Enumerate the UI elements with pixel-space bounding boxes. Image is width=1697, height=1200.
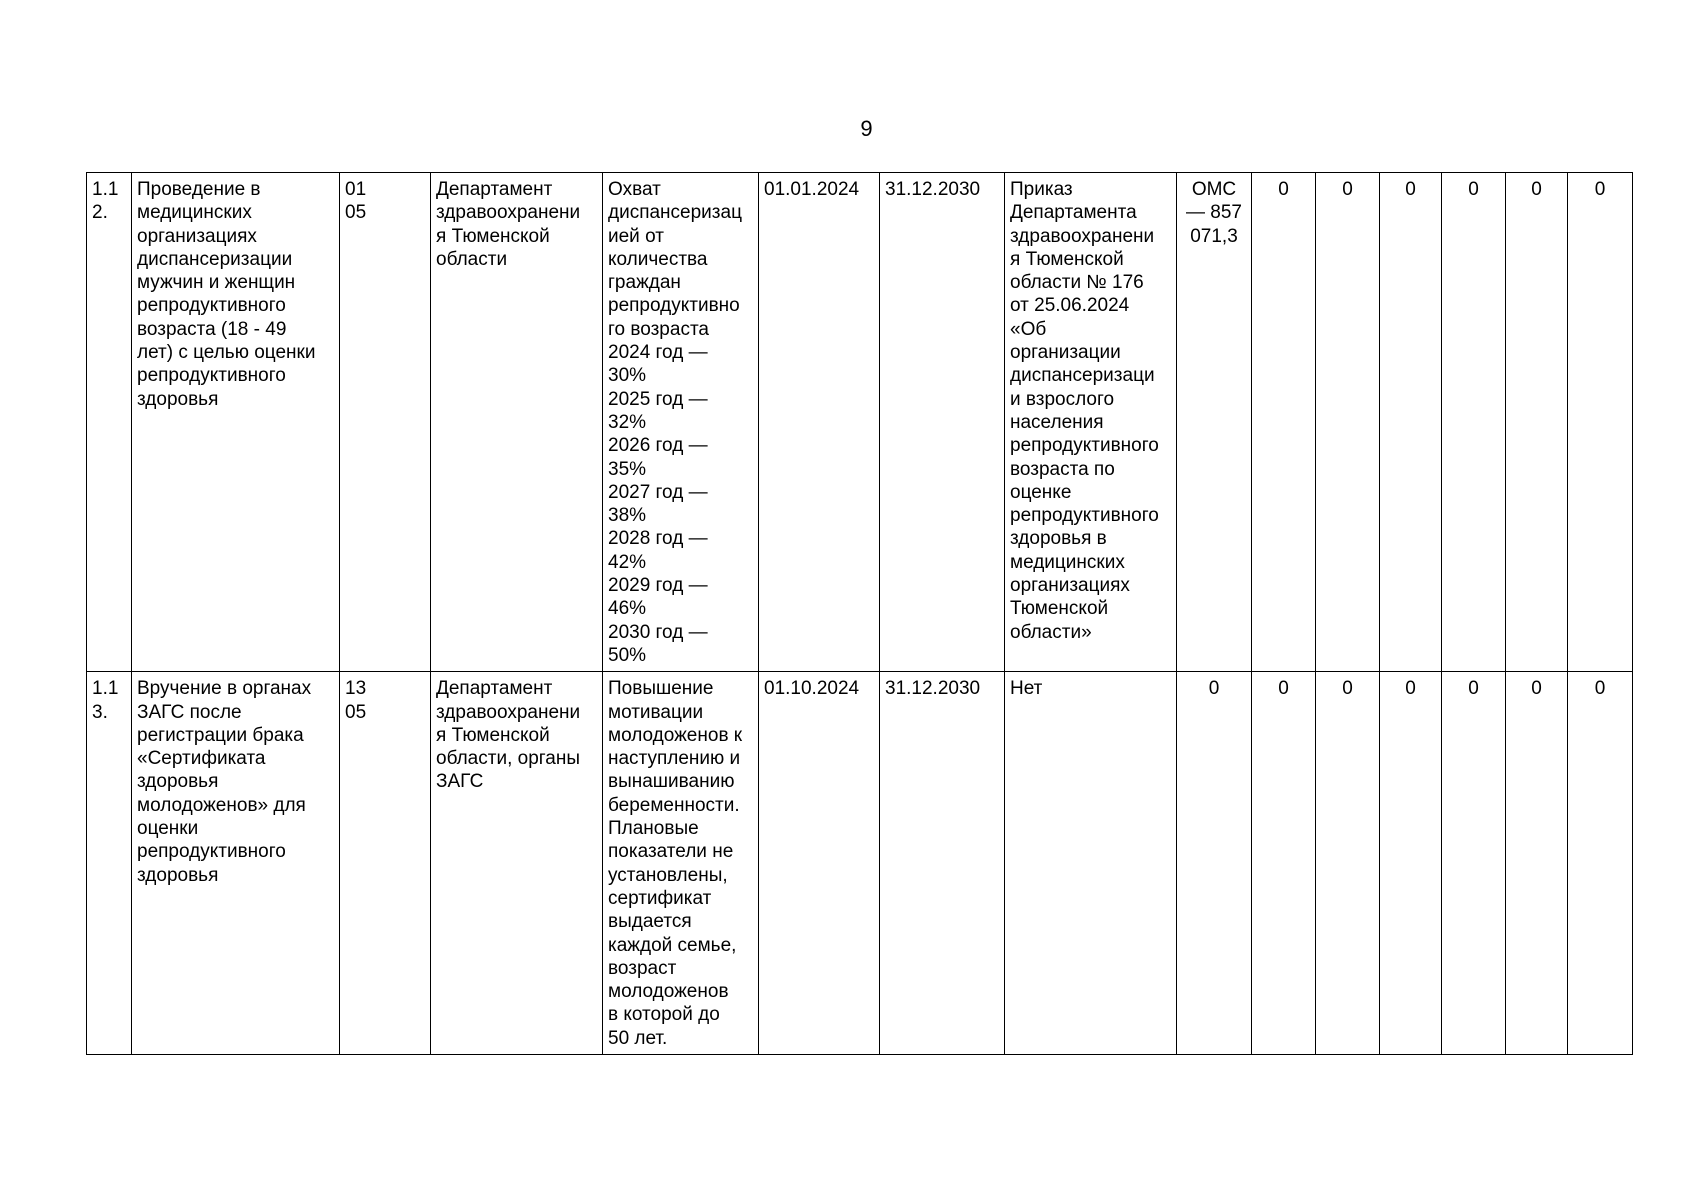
cell-number-line: 1.1 bbox=[92, 678, 119, 700]
cell-value bbox=[1568, 173, 1633, 672]
cell-executor bbox=[431, 173, 603, 672]
cell-document-line: репродуктивного bbox=[1010, 505, 1159, 527]
cell-value-line: 0 bbox=[1278, 678, 1289, 700]
cell-value-line: 0 bbox=[1531, 678, 1542, 700]
cell-measure-name-line: «Сертификата bbox=[137, 748, 266, 770]
cell-measure-name-line: репродуктивного bbox=[137, 295, 286, 317]
cell-value bbox=[1506, 173, 1568, 672]
cell-executor-line: ЗАГС bbox=[436, 771, 484, 793]
cell-indicator-line: 2027 год — bbox=[608, 481, 708, 503]
cell-value bbox=[1316, 672, 1380, 1055]
cell-measure-name-line: диспансеризации bbox=[137, 248, 293, 270]
cell-indicator-line: вынашиванию bbox=[608, 771, 735, 793]
cell-document-line: возраста по bbox=[1010, 458, 1115, 480]
cell-value-line: 0 bbox=[1405, 678, 1416, 700]
cell-indicator-line: сертификат bbox=[608, 887, 712, 909]
cell-executor-line: здравоохранени bbox=[436, 701, 581, 723]
cell-document-line: от 25.06.2024 bbox=[1010, 295, 1130, 317]
measures-table bbox=[86, 172, 1633, 1055]
cell-end-date-line: 31.12.2030 bbox=[885, 179, 981, 200]
cell-indicator-line: 35% bbox=[608, 458, 647, 480]
cell-financing-line: — 857 bbox=[1186, 202, 1242, 224]
cell-financing bbox=[1177, 173, 1252, 672]
cell-value bbox=[1316, 173, 1380, 672]
cell-end-date bbox=[880, 173, 1005, 672]
cell-start-date bbox=[759, 173, 880, 672]
cell-measure-name bbox=[132, 672, 340, 1055]
cell-measure-name-line: медицинских bbox=[137, 202, 252, 224]
cell-executor-line: Департамент bbox=[436, 179, 553, 200]
cell-measure-name-line: здоровья bbox=[137, 771, 219, 793]
cell-value-line: 0 bbox=[1278, 179, 1289, 200]
cell-document-line: области» bbox=[1010, 621, 1092, 643]
cell-indicator-line: 2030 год — bbox=[608, 621, 708, 643]
cell-indicator-line: 2025 год — bbox=[608, 388, 708, 410]
cell-document-line: Приказ bbox=[1010, 179, 1073, 200]
cell-value bbox=[1442, 672, 1506, 1055]
cell-indicator-line: граждан bbox=[608, 272, 681, 294]
cell-executor-line: области bbox=[436, 248, 508, 270]
cell-indicator-line: 38% bbox=[608, 505, 647, 527]
cell-indicator-line: показатели не bbox=[608, 841, 734, 863]
cell-document-line: репродуктивного bbox=[1010, 435, 1159, 457]
cell-executor-line: области, органы bbox=[436, 748, 580, 770]
cell-start-date-line: 01.10.2024 bbox=[764, 678, 860, 700]
cell-document-line: «Об bbox=[1010, 318, 1047, 340]
cell-code-line: 01 bbox=[345, 179, 367, 200]
cell-measure-name-line: возраста (18 - 49 bbox=[137, 318, 287, 340]
cell-indicator bbox=[603, 173, 759, 672]
cell-document-line: здоровья в bbox=[1010, 528, 1107, 550]
cell-indicator-line: 2024 год — bbox=[608, 342, 708, 364]
cell-measure-name-line: Вручение в органах bbox=[137, 678, 312, 700]
cell-executor-line: я Тюменской bbox=[436, 225, 550, 247]
cell-value bbox=[1380, 672, 1442, 1055]
cell-value-line: 0 bbox=[1531, 179, 1542, 200]
cell-indicator-line: мотивации bbox=[608, 701, 704, 723]
cell-indicator-line: 42% bbox=[608, 551, 647, 573]
cell-indicator-line: Охват bbox=[608, 179, 661, 200]
cell-document-line: Нет bbox=[1010, 678, 1043, 700]
table-row bbox=[87, 173, 1633, 672]
cell-document-line: населения bbox=[1010, 411, 1104, 433]
cell-document-line: Департамента bbox=[1010, 202, 1137, 224]
cell-document bbox=[1005, 173, 1177, 672]
cell-value-line: 0 bbox=[1405, 179, 1416, 200]
cell-value bbox=[1252, 672, 1316, 1055]
cell-start-date-line: 01.01.2024 bbox=[764, 179, 860, 200]
cell-value bbox=[1568, 672, 1633, 1055]
cell-number-line: 3. bbox=[92, 701, 108, 723]
cell-measure-name-line: регистрации брака bbox=[137, 724, 304, 746]
cell-start-date bbox=[759, 672, 880, 1055]
cell-measure-name-line: репродуктивного bbox=[137, 841, 286, 863]
cell-indicator-line: Повышение bbox=[608, 678, 714, 700]
cell-number bbox=[87, 173, 132, 672]
cell-indicator-line: каждой семье, bbox=[608, 934, 737, 956]
cell-measure-name-line: молодоженов» для bbox=[137, 794, 306, 816]
cell-indicator-line: 2026 год — bbox=[608, 435, 708, 457]
cell-code bbox=[340, 173, 431, 672]
cell-value-line: 0 bbox=[1468, 678, 1479, 700]
cell-indicator-line: 32% bbox=[608, 411, 647, 433]
cell-value bbox=[1506, 672, 1568, 1055]
cell-measure-name-line: Проведение в bbox=[137, 179, 261, 200]
cell-code bbox=[340, 672, 431, 1055]
cell-document bbox=[1005, 672, 1177, 1055]
cell-indicator-line: количества bbox=[608, 248, 708, 270]
cell-document-line: я Тюменской bbox=[1010, 248, 1124, 270]
cell-indicator-line: в которой до bbox=[608, 1004, 720, 1026]
cell-document-line: Тюменской bbox=[1010, 598, 1109, 620]
page-number: 9 bbox=[860, 116, 873, 141]
cell-measure-name-line: мужчин и женщин bbox=[137, 272, 296, 294]
cell-document-line: оценке bbox=[1010, 481, 1072, 503]
cell-indicator-line: 50 лет. bbox=[608, 1027, 668, 1049]
cell-measure-name bbox=[132, 173, 340, 672]
cell-number-line: 2. bbox=[92, 202, 108, 224]
cell-financing-line: 0 bbox=[1208, 678, 1220, 700]
cell-indicator-line: беременности. bbox=[608, 794, 740, 816]
cell-indicator bbox=[603, 672, 759, 1055]
cell-indicator-line: молодоженов к bbox=[608, 724, 743, 746]
cell-indicator-line: репродуктивно bbox=[608, 295, 740, 317]
cell-end-date bbox=[880, 672, 1005, 1055]
cell-executor-line: я Тюменской bbox=[436, 724, 550, 746]
cell-value-line: 0 bbox=[1342, 179, 1353, 200]
cell-document-line: здравоохранени bbox=[1010, 225, 1155, 247]
cell-document-line: медицинских bbox=[1010, 551, 1125, 573]
cell-measure-name-line: лет) с целью оценки bbox=[137, 342, 316, 364]
cell-indicator-line: 46% bbox=[608, 598, 647, 620]
cell-indicator-line: выдается bbox=[608, 911, 692, 933]
cell-indicator-line: наступлению и bbox=[608, 748, 741, 770]
cell-end-date-line: 31.12.2030 bbox=[885, 678, 981, 700]
cell-indicator-line: возраст bbox=[608, 957, 677, 979]
cell-measure-name-line: организациях bbox=[137, 225, 257, 247]
cell-measure-name-line: репродуктивного bbox=[137, 365, 286, 387]
cell-indicator-line: 2028 год — bbox=[608, 528, 708, 550]
cell-document-line: и взрослого bbox=[1010, 388, 1115, 410]
cell-measure-name-line: ЗАГС после bbox=[137, 701, 242, 723]
cell-indicator-line: 50% bbox=[608, 644, 647, 666]
cell-value-line: 0 bbox=[1594, 678, 1606, 700]
cell-value-line: 0 bbox=[1342, 678, 1353, 700]
cell-code-line: 05 bbox=[345, 202, 367, 224]
cell-indicator-line: диспансеризац bbox=[608, 202, 742, 224]
cell-indicator-line: молодоженов bbox=[608, 981, 729, 1003]
cell-financing-line: 071,3 bbox=[1190, 225, 1238, 247]
cell-indicator-line: го возраста bbox=[608, 318, 709, 340]
cell-measure-name-line: здоровья bbox=[137, 388, 219, 410]
cell-indicator-line: установлены, bbox=[608, 864, 728, 886]
cell-indicator-line: Плановые bbox=[608, 818, 699, 840]
cell-executor bbox=[431, 672, 603, 1055]
cell-value-line: 0 bbox=[1594, 179, 1606, 200]
cell-code-line: 13 bbox=[345, 678, 367, 700]
cell-executor-line: здравоохранени bbox=[436, 202, 581, 224]
cell-value bbox=[1380, 173, 1442, 672]
cell-indicator-line: ией от bbox=[608, 225, 664, 247]
cell-indicator-line: 2029 год — bbox=[608, 575, 708, 597]
cell-measure-name-line: здоровья bbox=[137, 864, 219, 886]
cell-document-line: области № 176 bbox=[1010, 272, 1144, 294]
cell-document-line: организации bbox=[1010, 342, 1121, 364]
cell-measure-name-line: оценки bbox=[137, 818, 199, 840]
cell-financing bbox=[1177, 672, 1252, 1055]
cell-indicator-line: 30% bbox=[608, 365, 647, 387]
cell-number-line: 1.1 bbox=[92, 179, 119, 200]
cell-document-line: организациях bbox=[1010, 575, 1130, 597]
cell-value bbox=[1442, 173, 1506, 672]
cell-executor-line: Департамент bbox=[436, 678, 553, 700]
cell-value-line: 0 bbox=[1468, 179, 1479, 200]
cell-value bbox=[1252, 173, 1316, 672]
cell-number bbox=[87, 672, 132, 1055]
table-row bbox=[87, 672, 1633, 1055]
cell-financing-line: ОМС bbox=[1191, 179, 1237, 200]
cell-document-line: диспансеризаци bbox=[1010, 365, 1155, 387]
cell-code-line: 05 bbox=[345, 701, 367, 723]
